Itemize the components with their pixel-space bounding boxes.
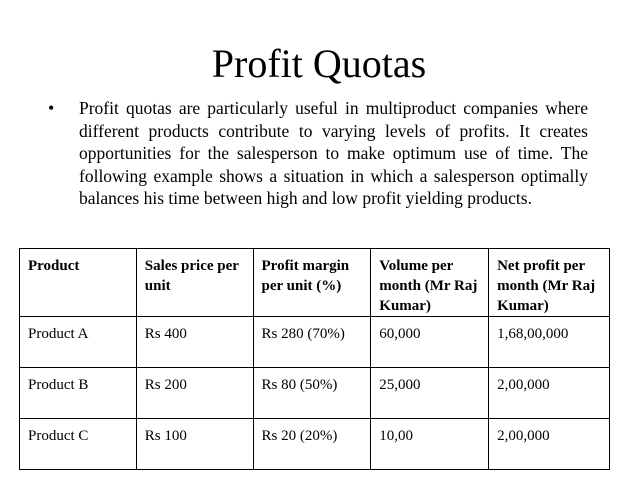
table-cell: 2,00,000 [489, 368, 610, 419]
table-row [20, 419, 610, 470]
header-net-profit: Net profit per month (Mr Raj Kumar) [489, 249, 610, 317]
table-cell: 2,00,000 [489, 419, 610, 470]
header-profit-margin: Profit margin per unit (%) [253, 249, 371, 317]
bullet-icon: • [48, 98, 55, 118]
table-cell: Product A [20, 317, 137, 368]
table-cell: Rs 400 [136, 317, 253, 368]
bullet-paragraph [48, 97, 588, 210]
profit-table [19, 248, 610, 470]
table-row [20, 317, 610, 368]
table-cell: 25,000 [371, 368, 489, 419]
slide-title: Profit Quotas [211, 41, 427, 86]
table-header-row [20, 249, 610, 317]
table-cell: 60,000 [371, 317, 489, 368]
table-cell: 1,68,00,000 [489, 317, 610, 368]
table-cell: Rs 80 (50%) [253, 368, 371, 419]
header-volume: Volume per month (Mr Raj Kumar) [371, 249, 489, 317]
table-cell: Product B [20, 368, 137, 419]
table-row [20, 368, 610, 419]
table-cell: Rs 280 (70%) [253, 317, 371, 368]
table-cell: Rs 100 [136, 419, 253, 470]
header-product: Product [20, 249, 137, 317]
header-sales-price: Sales price per unit [136, 249, 253, 317]
table-cell: 10,00 [371, 419, 489, 470]
table-cell: Product C [20, 419, 137, 470]
table-cell: Rs 200 [136, 368, 253, 419]
bullet-text: Profit quotas are particularly useful in multiproduct companies where different products contribute to varying levels of profits. It creates opportunities for the salesperson to make optimum use of time. The following example shows a situation in which a salesperson optimally balances his time between high and low profit yielding products. [79, 98, 588, 208]
table-cell: Rs 20 (20%) [253, 419, 371, 470]
